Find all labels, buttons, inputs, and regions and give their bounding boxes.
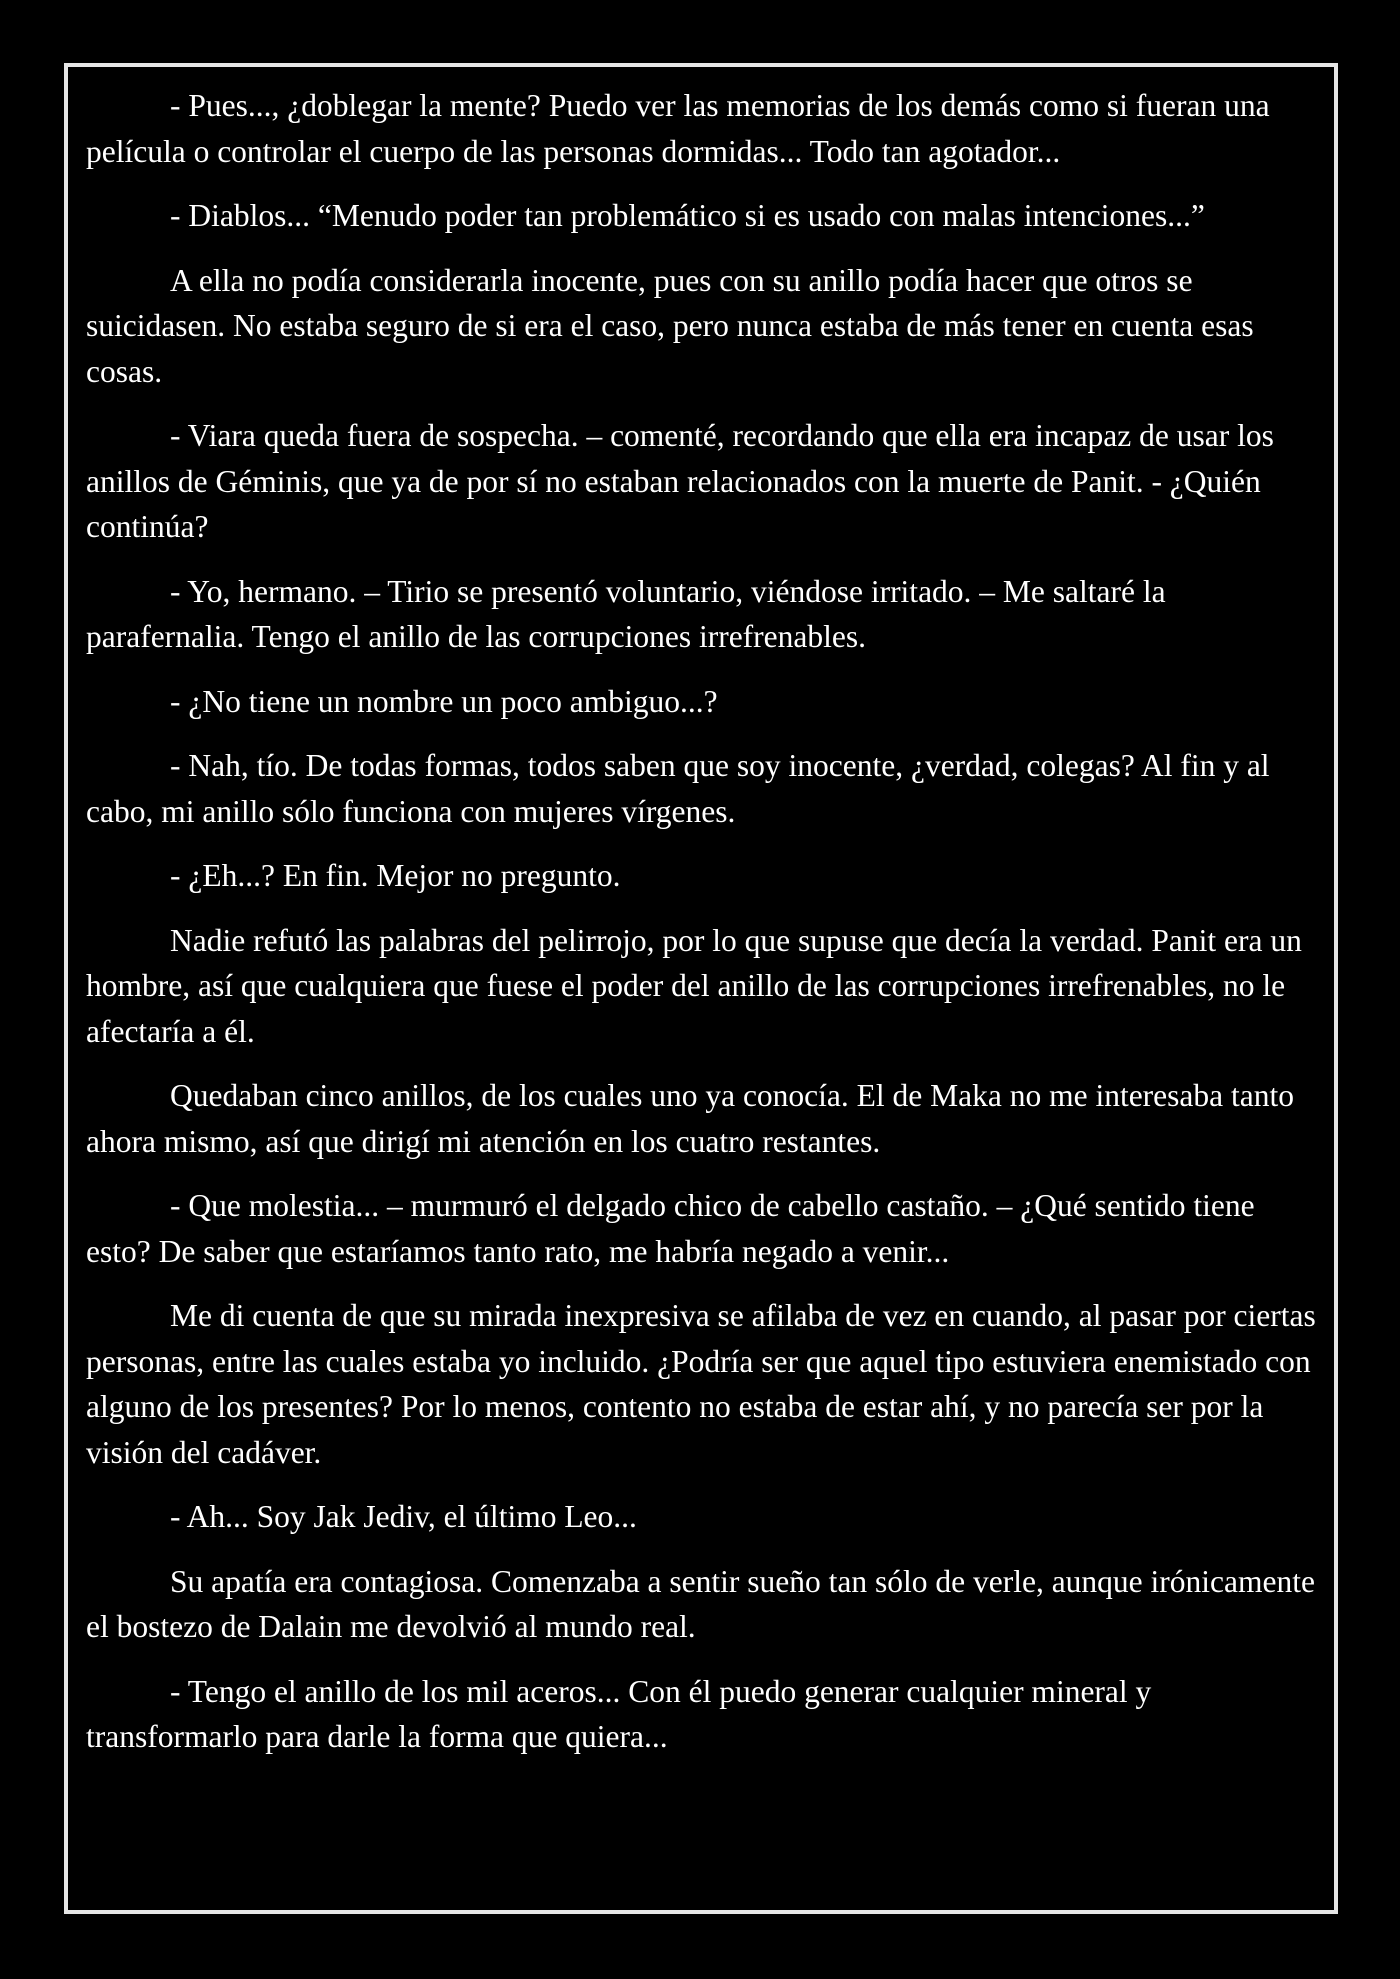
paragraph: - Nah, tío. De todas formas, todos saben que soy inocente, ¿verdad, colegas? Al fin y al cabo, mi anillo sólo funciona con mujeres vírgenes.: [86, 748, 1270, 829]
paragraph: - Ah... Soy Jak Jediv, el último Leo...: [170, 1499, 637, 1534]
paragraph: - Tengo el anillo de los mil aceros... Con él puedo generar cualquier mineral y transformarlo para darle la forma que quiera...: [86, 1673, 1152, 1754]
paragraph: - Diablos... “Menudo poder tan problemático si es usado con malas intenciones...”: [170, 198, 1205, 233]
paragraph: - Viara queda fuera de sospecha. – comenté, recordando que ella era incapaz de usar los anillos de Géminis, que ya de por sí no estaban relacionados con la muerte de Panit. - ¿Quién continúa?: [86, 418, 1274, 544]
paragraph: - ¿Eh...? En fin. Mejor no pregunto.: [170, 858, 621, 893]
paragraph: A ella no podía considerarla inocente, pues con su anillo podía hacer que otros se suicidasen. No estaba seguro de si era el caso, pero nunca estaba de más tener en cuenta esas cosas.: [86, 262, 1254, 389]
text-body: [86, 83, 1326, 1779]
paragraph: - Pues..., ¿doblegar la mente? Puedo ver las memorias de los demás como si fueran una película o controlar el cuerpo de las personas dormidas... Todo tan agotador...: [86, 88, 1270, 169]
paragraph: - ¿No tiene un nombre un poco ambiguo...?: [170, 683, 718, 719]
paragraph: - Yo, hermano. – Tirio se presentó voluntario, viéndose irritado. – Me saltaré la parafernalia. Tengo el anillo de las corrupciones irrefrenables.: [86, 573, 1166, 654]
page-frame: [64, 63, 1338, 1914]
paragraph: Me di cuenta de que su mirada inexpresiva se afilaba de vez en cuando, al pasar por ciertas personas, entre las cuales estaba yo incluido. ¿Podría ser que aquel tipo estuviera enemistado con alguno de los presentes? Por lo menos, contento no estaba de estar ahí, y no parecía ser por la visión del cadáver.: [86, 1298, 1316, 1470]
paragraph: Nadie refutó las palabras del pelirrojo, por lo que supuse que decía la verdad. Panit era un hombre, así que cualquiera que fuese el poder del anillo de las corrupciones irrefrenables, no le afectaría a él.: [86, 922, 1302, 1049]
paragraph: Quedaban cinco anillos, de los cuales uno ya conocía. El de Maka no me interesaba tanto ahora mismo, así que dirigí mi atención en los cuatro restantes.: [86, 1078, 1294, 1159]
paragraph: - Que molestia... – murmuró el delgado chico de cabello castaño. – ¿Qué sentido tiene esto? De saber que estaríamos tanto rato, me habría negado a venir...: [86, 1188, 1255, 1269]
paragraph: Su apatía era contagiosa. Comenzaba a sentir sueño tan sólo de verle, aunque irónicamente el bostezo de Dalain me devolvió al mundo real.: [86, 1563, 1315, 1644]
